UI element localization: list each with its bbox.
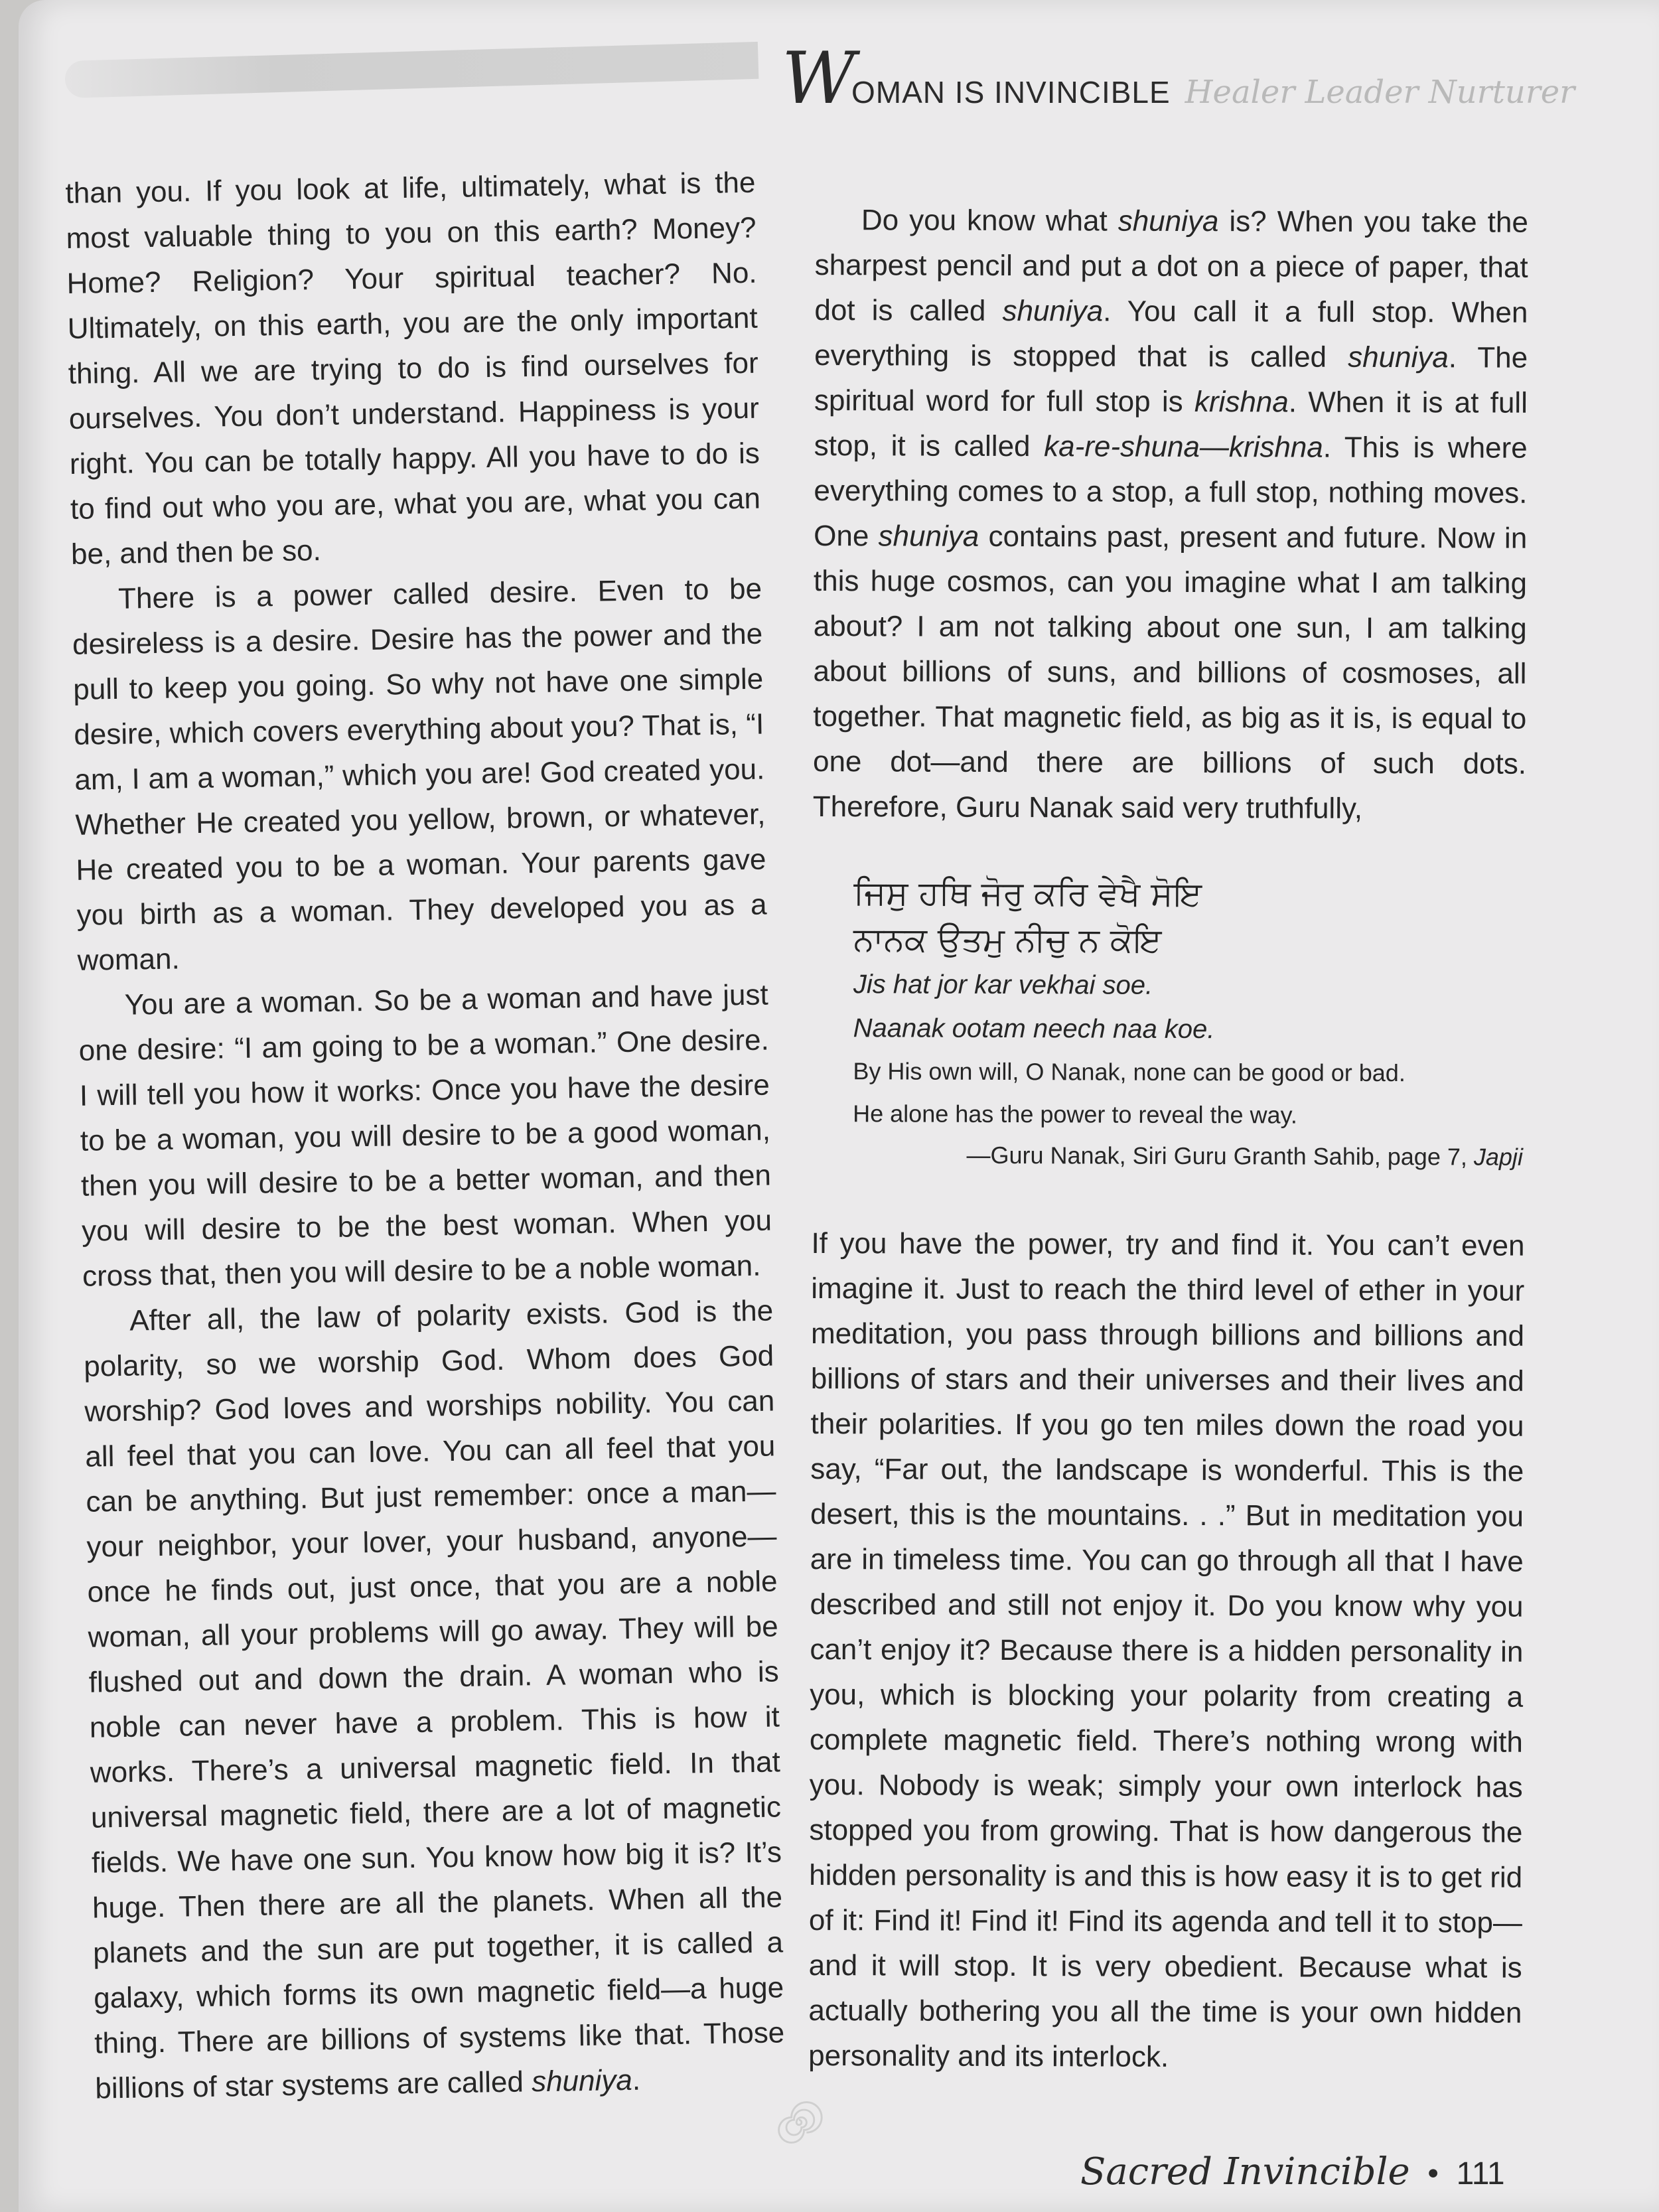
gurmukhi-line-1: ਜਿਸੁ ਹਥਿ ਜੋਰੁ ਕਰਿ ਵੇਖੈ ਸੋਇ	[853, 873, 1202, 914]
right-column-top-text	[813, 198, 1528, 832]
paragraph	[83, 1288, 786, 2111]
transliteration-line-1: Jis hat jor kar vekhai soe.	[853, 970, 1153, 1000]
italic-term: shuniya	[1348, 340, 1449, 374]
translation-line-2: He alone has the power to reveal the way.	[853, 1100, 1297, 1129]
text-run: contains past, present and future. Now in this huge cosmos, can you imagine what I am talking about? I am not talking about one sun, I am talking about billions of suns, and billions of cosmoses, all together. That magnetic field, as big as it is, is equal to one dot—and there are billions of such dots. Therefore, Guru Nanak said very truthfully,	[812, 520, 1528, 825]
italic-term: shuniya	[1118, 204, 1219, 238]
right-column-bottom-text	[808, 1221, 1525, 2081]
italic-term: shuniya	[878, 520, 979, 553]
paragraph	[72, 567, 768, 984]
running-head-initial: W	[782, 37, 856, 120]
running-head	[782, 37, 1578, 137]
page-footer	[1080, 2150, 1585, 2212]
text-run: . This is where everything comes to a stop, a full stop, nothing moves. One	[814, 431, 1528, 553]
page-number: 111	[1456, 2156, 1505, 2191]
paragraph	[808, 1221, 1525, 2081]
text-run: . When it is at full stop, it is called	[814, 386, 1528, 463]
paragraph	[813, 198, 1528, 832]
header-decorative-bar	[64, 42, 758, 98]
text-run: After all, the law of polarity exists. God is the polarity, so we worship God. Whom does God worship? God loves and worships nobility. You can all feel that you can love. You can all feel that you can be anything. But just remember: once a man—your neighbor, your lover, your husband, anyone—once he finds out, just once, that you are a noble woman, all your problems will go away. They will be flushed out and down the drain. A woman who is noble can never have a problem. This is how it works. There’s a universal magnetic field. In that universal magnetic field, there are a lot of magnetic fields. We have one sun. You know how big it is? It’s huge. Then there are all the planets. When all the planets and the sun are put together, it is called a galaxy, which forms its own magnetic field—a huge thing. There are billions of systems like that. Those billions of star systems are called	[83, 1294, 785, 2105]
italic-term: shuniya	[531, 2063, 633, 2099]
book-page	[19, 0, 1659, 2212]
text-run: You are a woman. So be a woman and have just one desire: “I am going to be a woman.” One desire. I will tell you how it works: Once you have the desire to be a woman, you will desire to be a good woman, then you will desire to be a better woman, and then you will desire to be the best woman. When you cross that, then you will desire to be a noble woman.	[78, 978, 772, 1293]
left-text-column	[65, 161, 786, 2112]
quote-attribution	[853, 1135, 1523, 1177]
text-run: is? When you take the sharpest pencil and put a dot on a piece of paper, that dot is called	[814, 205, 1528, 327]
running-head-tagline: Healer Leader Nurturer	[1185, 74, 1575, 111]
translation-line-1: By His own will, O Nanak, none can be good or bad.	[853, 1057, 1406, 1087]
text-run: If you have the power, try and find it. You can’t even imagine it. Just to reach the third level of ether in your meditation, you pass through billions and billions and billions of stars and their universes and their lives and their polarities. If you go ten miles down the road you say, “Far out, the landscape is wonderful. This is the desert, this is the mountains. . .” But in meditation you are in timeless time. You can go through all that I have described and still not enjoy it. Do you know why you can’t enjoy it? Because there is a hidden personality in you, which is blocking your polarity from creating a complete magnetic field. There’s nothing wrong with you. Nobody is weak; simply your own interlock has stopped you from growing. That is how dangerous the hidden personality is and this is how easy it is to get rid of it: Find it! Find it! Find its agenda and tell it to stop—and it will stop. It is very obedient. Because what is actually bothering you all the time is your own hidden personality and its interlock.	[808, 1226, 1525, 2073]
italic-term: shuniya	[1002, 294, 1104, 328]
footer-separator: •	[1424, 2158, 1442, 2191]
text-run: . You call it a full stop. When everything is stopped that is called	[814, 295, 1528, 374]
gurmukhi-line-2: ਨਾਨਕ ਉਤਮੁ ਨੀਚੁ ਨ ਕੋਇ	[853, 920, 1162, 960]
attribution-text: —Guru Nanak, Siri Guru Granth Sahib, page 7,	[966, 1141, 1474, 1171]
transliteration-line-2: Naanak ootam neech naa koe.	[853, 1013, 1215, 1045]
spiral-ornament-icon	[774, 2097, 824, 2148]
text-run: .	[632, 2063, 641, 2097]
attribution-source: Japji	[1473, 1143, 1524, 1171]
italic-term: ka-re-shuna—krishna	[1044, 430, 1323, 464]
text-run: Do you know what	[861, 204, 1118, 238]
paragraph	[78, 973, 772, 1299]
text-run: There is a power called desire. Even to be desireless is a desire. Desire has the power and the pull to keep you going. So why not have one simple desire, which covers everything about you? That is, “I am, I am a woman,” which you are! God created you. Whether He created you yellow, brown, or whatever, He created you to be a woman. Your parents gave you birth as a woman. They developed you as a woman.	[72, 572, 767, 977]
right-text-column	[808, 198, 1528, 2081]
scripture-quote	[853, 869, 1524, 1177]
running-head-title: OMAN IS INVINCIBLE	[851, 75, 1171, 110]
text-run: . The spiritual word for full stop is	[814, 341, 1528, 418]
footer-title: Sacred Invincible	[1080, 2150, 1410, 2193]
italic-term: krishna	[1194, 385, 1289, 419]
paragraph	[65, 161, 761, 577]
text-run: than you. If you look at life, ultimately, what is the most valuable thing to you on this earth? Money? Home? Religion? Your spiritual teacher? No. Ultimately, on this earth, you are the only important thing. All we are trying to do is find ourselves for ourselves. You don’t understand. Happiness is your right. You can be totally happy. All you have to do is to find out who you are, what you are, what you can be, and then be so.	[65, 166, 761, 571]
